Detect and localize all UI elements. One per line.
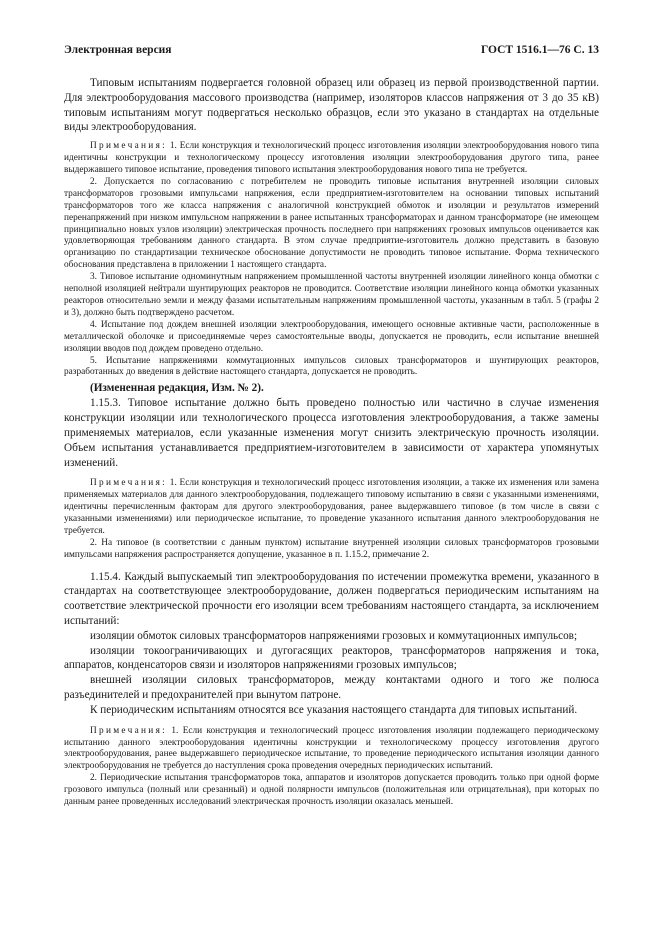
note-label: Примечания: [90, 141, 168, 152]
note-text: 1. Если конструкция и технологический процесс изготовления изоляции, а также их изменения или замена применяемых материалов для данного электрооборудования, подлежащего типовому испытанию в связи с указанными изменениями, идентичны перечисленным факторам для другого электрооборудования, ранее выдержавшего типовое (в том числе в связи с указанными изменениями) или периодическое испытание, то проведение указанного испытания данного электрооборудования не требуется. [64, 478, 599, 536]
note-1-4: 4. Испытание под дождем внешней изоляции электрооборудования, имеющего основные активные части, расположенные в металлической оболочке и присоединяемые через самостоятельные вводы, допускается не проводить, если испытание внешней изоляции вводов под дождем проведено отдельно. [64, 319, 599, 354]
note-1-3: 3. Типовое испытание одноминутным напряжением промышленной частоты внутренней изоляции линейного конца обмотки с неполной изоляцией нейтрали шунтирующих реакторов не проводится. Соответствие изоляции линейного конца обмотки указанных реакторов относительно земли и между фазами испытательным напряжениям промышленной частоты, указанным в табл. 5 (графы 2 и 3), должно быть подтверждено расчетом. [64, 272, 599, 318]
exception-item-1: изоляции обмоток силовых трансформаторов напряжениями грозовых и коммутационных импульсов; [90, 629, 578, 642]
note-text: 1. Если конструкция и технологический процесс изготовления изоляции подлежащего периодическому испытанию данного электрооборудования идентичны конструкции и технологическому процессу изготовления другого электрооборудования, ранее выдержавшего периодическое испытание, то проведение периодического испытания изоляции данного электрооборудования не требуется до наступления срока проведения очередных периодических испытаний. [64, 725, 599, 772]
note-2-2: 2. На типовое (в соответствии с данным пунктом) испытание внутренней изоляции силовых трансформаторов грозовыми импульсами напряжения распространяется допущение, указанное в п. 1.15.2, примечание 2. [64, 537, 599, 560]
note-text: 1. Если конструкция и технологический процесс изготовления изоляции электрооборудования нового типа идентичны конструкции и технологическому процессу изготовления изоляции электрооборудования другого типа, ранее выдержавшего типовое испытание, проведения типового испытания электрооборудования нового типа не требуется. [64, 141, 599, 175]
page-body [64, 76, 599, 809]
clause-1-15-3: 1.15.3. Типовое испытание должно быть проведено полностью или частично в случае изменения конструкции изоляции или технологического процесса изготовления электрооборудования, а также замены применяемых материалов, если указанные изменения могут снизить электрическую прочность изоляции. Объем испытания устанавливается предприятием-изготовителем в зависимости от характера упомянутых изменений. [64, 397, 599, 469]
clause-1-15-4: 1.15.4. Каждый выпускаемый тип электрооборудования по истечении промежутка времени, указанного в стандартах на соответствующее электрооборудование, должен подвергаться периодическим испытаниям на соответствие электрической прочности его изоляции всем требованиям настоящего стандарта, за исключением испытаний: [64, 570, 599, 628]
amendment-note: (Измененная редакция, Изм. № 2). [90, 382, 264, 395]
note-label: Примечания: [90, 478, 168, 489]
note-2-1 [64, 478, 599, 538]
note-1-1 [64, 141, 599, 177]
note-3-2: 2. Периодические испытания трансформаторов тока, аппаратов и изоляторов допускается проводить только при одной форме грозового импульса (полный или срезанный) и одной полярности импульсов (положительная или отрицательная), при которых по данным ранее проведенных исследований электрическая прочность изоляции оказалась меньшей. [64, 773, 599, 808]
note-1-2: 2. Допускается по согласованию с потребителем не проводить типовые испытания внутренней изоляции силовых трансформаторов грозовыми импульсами напряжения, если предприятием-изготовителем на основании типовых испытаний трансформаторов того же класса напряжения с аналогичной конструкцией обмоток и изоляции и результатов измерений перенапряжений при низком импульсном напряжении в ранее испытанных трансформаторах и данном трансформаторе (не имеющем принципиально новых узлов изоляции) электрическая прочность последнего при напряжениях грозовых импульсов оценивается как удовлетворяющая требованиям данного стандарта. В этом случае предприятие-изготовитель должно представить в базовую организацию по стандартизации техническое обоснование допустимости не проводить типовое испытание. Форма технического обоснования представлена в приложении 1 настоящего стандарта. [64, 176, 599, 271]
paragraph-periodic-tests: К периодическим испытаниям относятся все указания настоящего стандарта для типовых испытаний. [90, 703, 578, 716]
running-header-left: Электронная версия [64, 44, 172, 56]
note-label: Примечания: [90, 725, 168, 736]
exception-item-2: изоляции токоограничивающих и дугогасящих реакторов, трансформаторов напряжения и тока, аппаратов, конденсаторов связи и изоляторов напряжениями грозовых импульсов; [64, 644, 599, 672]
note-1-5: 5. Испытание напряжениями коммутационных импульсов силовых трансформаторов и шунтирующих реакторов, разработанных до введения в действие настоящего стандарта, допускается не проводить. [64, 355, 599, 378]
note-3-1 [64, 726, 599, 774]
exception-item-3: внешней изоляции силовых трансформаторов, между контактами одного и того же полюса разъединителей и предохранителей при вынутом патроне. [64, 674, 599, 702]
paragraph-type-tests: Типовым испытаниям подвергается головной образец или образец из первой производственной партии. Для электрооборудования массового производства (например, изоляторов классов напряжения от 3 до 35 кВ) типовым испытаниям могут подвергаться несколько образцов, если это указано в стандартах на отдельные виды электрооборудования. [64, 77, 599, 134]
running-header-right: ГОСТ 1516.1—76 С. 13 [480, 44, 599, 56]
